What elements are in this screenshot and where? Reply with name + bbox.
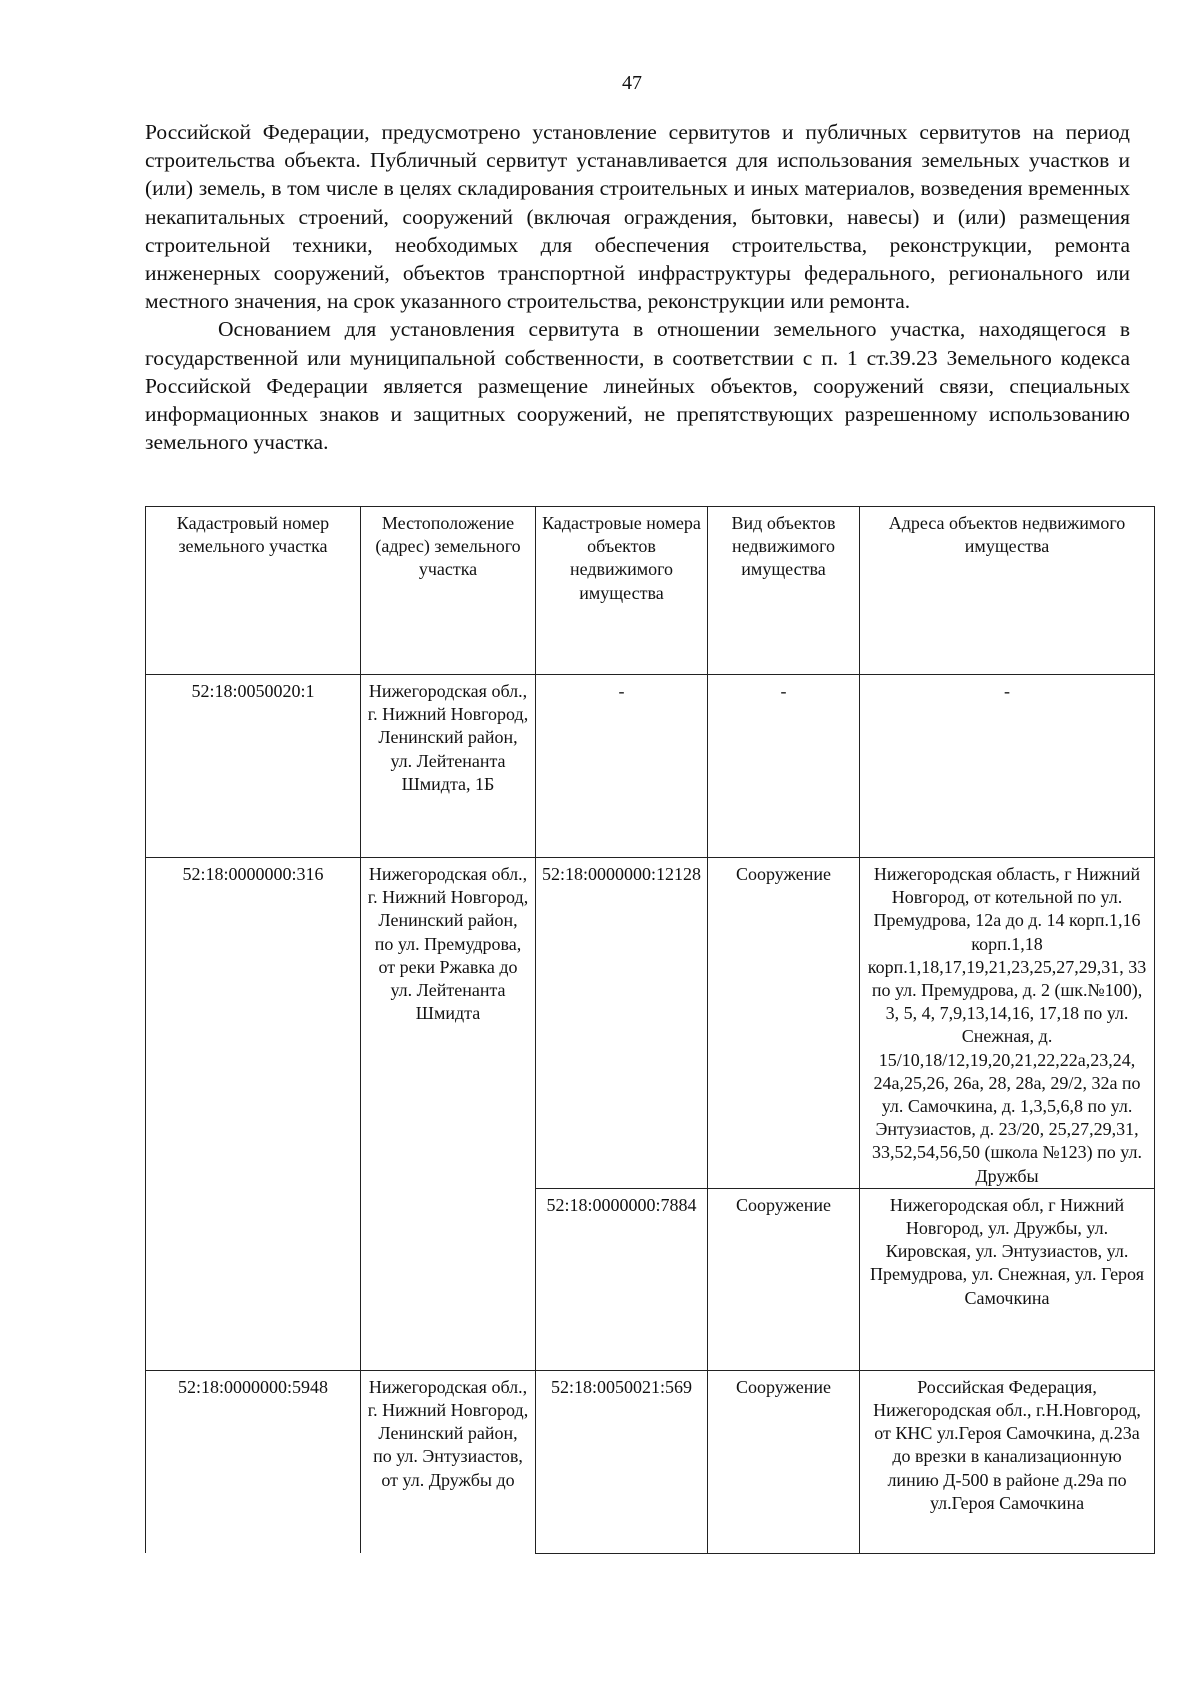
header-object-addresses: Адреса объектов недвижимого имущества <box>860 507 1155 675</box>
cell-object-type: Сооружение <box>708 1370 860 1553</box>
cell-cadastral-number: 52:18:0000000:316 <box>146 858 361 1371</box>
cell-cadastral-number: 52:18:0050020:1 <box>146 675 361 858</box>
page-number: 47 <box>622 72 642 94</box>
cell-object-address: Нижегородская область, г Нижний Новгород, от котельной по ул. Премудрова, 12а до д. 14 корп.1,16 корп.1,18 корп.1,18,17,19,21,23,25,27,29,31, 33 по ул. Премудрова, д. 2 (шк.№100), 3, 5, 4, 7,9,13,14,16, 17,18 по ул. Снежная, д. 15/10,18/12,19,20,21,22,22а,23,24, 24а,25,26, 26а, 28, 28а, 29/2, 32а по ул. Самочкина, д. 1,3,5,6,8 по ул. Энтузиастов, д. 23/20, 25,27,29,31, 33,52,54,56,50 (школа №123) по ул. Дружбы <box>860 858 1155 1189</box>
cell-object-number: 52:18:0000000:12128 <box>536 858 708 1189</box>
cell-location: Нижегородская обл., г. Нижний Новгород, Ленинский район, ул. Лейтенанта Шмидта, 1Б <box>361 675 536 858</box>
table-row <box>146 858 1155 1189</box>
cell-object-number: 52:18:0000000:7884 <box>536 1188 708 1370</box>
cell-object-number: 52:18:0050021:569 <box>536 1370 708 1553</box>
header-location: Местоположение (адрес) земельного участка <box>361 507 536 675</box>
header-object-type: Вид объектов недвижимого имущества <box>708 507 860 675</box>
header-object-cadastral-numbers: Кадастровые номера объектов недвижимого имущества <box>536 507 708 675</box>
cell-object-number: - <box>536 675 708 858</box>
cell-object-type: Сооружение <box>708 1188 860 1370</box>
cell-object-address: Российская Федерация, Нижегородская обл., г.Н.Новгород, от КНС ул.Героя Самочкина, д.23а до врезки в канализационную линию Д-500 в районе д.29а по ул.Героя Самочкина <box>860 1370 1155 1553</box>
header-cadastral-number: Кадастровый номер земельного участка <box>146 507 361 675</box>
cell-cadastral-number: 52:18:0000000:5948 <box>146 1370 361 1553</box>
body-text <box>145 118 1130 456</box>
table-row <box>146 1370 1155 1553</box>
cell-object-address: Нижегородская обл, г Нижний Новгород, ул. Дружбы, ул. Кировская, ул. Энтузиастов, ул. Премудрова, ул. Снежная, ул. Героя Самочкина <box>860 1188 1155 1370</box>
cell-location: Нижегородская обл., г. Нижний Новгород, Ленинский район, по ул. Энтузиастов, от ул. Дружбы до <box>361 1370 536 1553</box>
cell-location: Нижегородская обл., г. Нижний Новгород, Ленинский район, по ул. Премудрова, от реки Ржавка до ул. Лейтенанта Шмидта <box>361 858 536 1371</box>
paragraph-1: Российской Федерации, предусмотрено установление сервитутов и публичных сервитутов на период строительства объекта. Публичный сервитут устанавливается для использования земельных участков и (или) земель, в том числе в целях складирования строительных и иных материалов, возведения временных некапитальных строений, сооружений (включая ограждения, бытовки, навесы) и (или) размещения строительной техники, необходимых для обеспечения строительства, реконструкции, ремонта инженерных сооружений, объектов транспортной инфраструктуры федерального, регионального или местного значения, на срок указанного строительства, реконструкции или ремонта. <box>145 120 1130 314</box>
cell-object-type: Сооружение <box>708 858 860 1189</box>
table-row <box>146 675 1155 858</box>
paragraph-2: Основанием для установления сервитута в отношении земельного участка, находящегося в государственной или муниципальной собственности, в соответствии с п. 1 ст.39.23 Земельного кодекса Российской Федерации является размещение линейных объектов, сооружений связи, специальных информационных знаков и защитных сооружений, не препятствующих разрешенному использованию земельного участка. <box>145 317 1130 455</box>
table-header-row <box>146 507 1155 675</box>
cell-object-type: - <box>708 675 860 858</box>
cell-object-address: - <box>860 675 1155 858</box>
servitude-table <box>145 506 1155 1554</box>
